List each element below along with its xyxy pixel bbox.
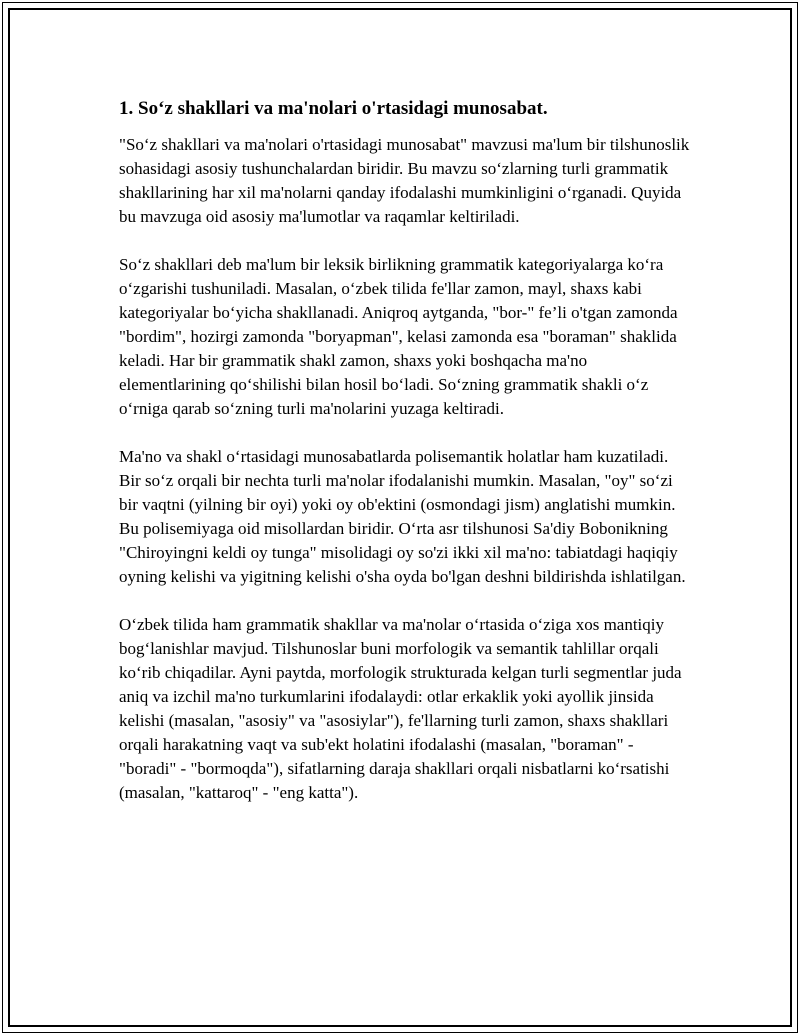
paragraph-3: Ma'no va shakl o‘rtasidagi munosabatlarda polisemantik holatlar ham kuzatiladi. Bir so‘z orqali bir nechta turli ma'nolar ifodalanishi mumkin. Masalan, "oy" so‘zi bir vaqtni (yilning bir oyi) yoki oy ob'ektini (osmondagi jism) anglatishi mumkin. Bu polisemiyaga oid misollardan biridir. O‘rta asr tilshunosi Sa'diy Bobonikning "Chiroyingni keldi oy tunga" misolidagi oy so'zi ikki xil ma'no: tabiatdagi haqiqiy oyning kelishi va yigitning kelishi o'sha oyda bo'lgan deshni bildirishda ishlatilgan. [119, 447, 686, 586]
document-content [119, 95, 694, 829]
document-page [2, 2, 798, 1033]
paragraph-2: So‘z shakllari deb ma'lum bir leksik birlikning grammatik kategoriyalarga ko‘ra o‘zgarishi tushuniladi. Masalan, o‘zbek tilida fe'llar zamon, mayl, shaxs kabi kategoriyalar bo‘yicha shakllanadi. Aniqroq aytganda, "bor-" fe’li o'tgan zamonda "bordim", hozirgi zamonda "boryapman", kelasi zamonda esa "boraman" shaklida keladi. Har bir grammatik shakl zamon, shaxs yoki boshqacha ma'no elementlarining qo‘shilishi bilan hosil bo‘ladi. So‘zning grammatik shakli o‘z o‘rniga qarab so‘zning turli ma'nolarini yuzaga keltiradi. [119, 255, 678, 418]
paragraph-4: O‘zbek tilida ham grammatik shakllar va ma'nolar o‘rtasida o‘ziga xos mantiqiy bog‘lanishlar mavjud. Tilshunoslar buni morfologik va semantik tahlillar orqali ko‘rib chiqadilar. Ayni paytda, morfologik strukturada kelgan turli segmentlar juda aniq va izchil ma'no turkumlarini ifodalaydi: otlar erkaklik yoki ayollik jinsida kelishi (masalan, "asosiy" va "asosiylar"), fe'llarning turli zamon, shaxs shakllari orqali harakatning vaqt va sub'ekt holatini ifodalashi (masalan, "boraman" - "boradi" - "bormoqda"), sifatlarning daraja shakllari orqali nisbatlarni ko‘rsatishi (masalan, "kattaroq" - "eng katta"). [119, 615, 682, 802]
document-title: 1. So‘z shakllari va ma'nolari o'rtasidagi munosabat. [119, 98, 548, 119]
paragraph-1: "So‘z shakllari va ma'nolari o'rtasidagi munosabat" mavzusi ma'lum bir tilshunoslik sohasidagi asosiy tushunchalardan biridir. Bu mavzu so‘zlarning turli grammatik shakllarining har xil ma'nolarni qanday ifodalashi mumkinligini o‘rganadi. Quyida bu mavzuga oid asosiy ma'lumotlar va raqamlar keltiriladi. [119, 135, 690, 226]
